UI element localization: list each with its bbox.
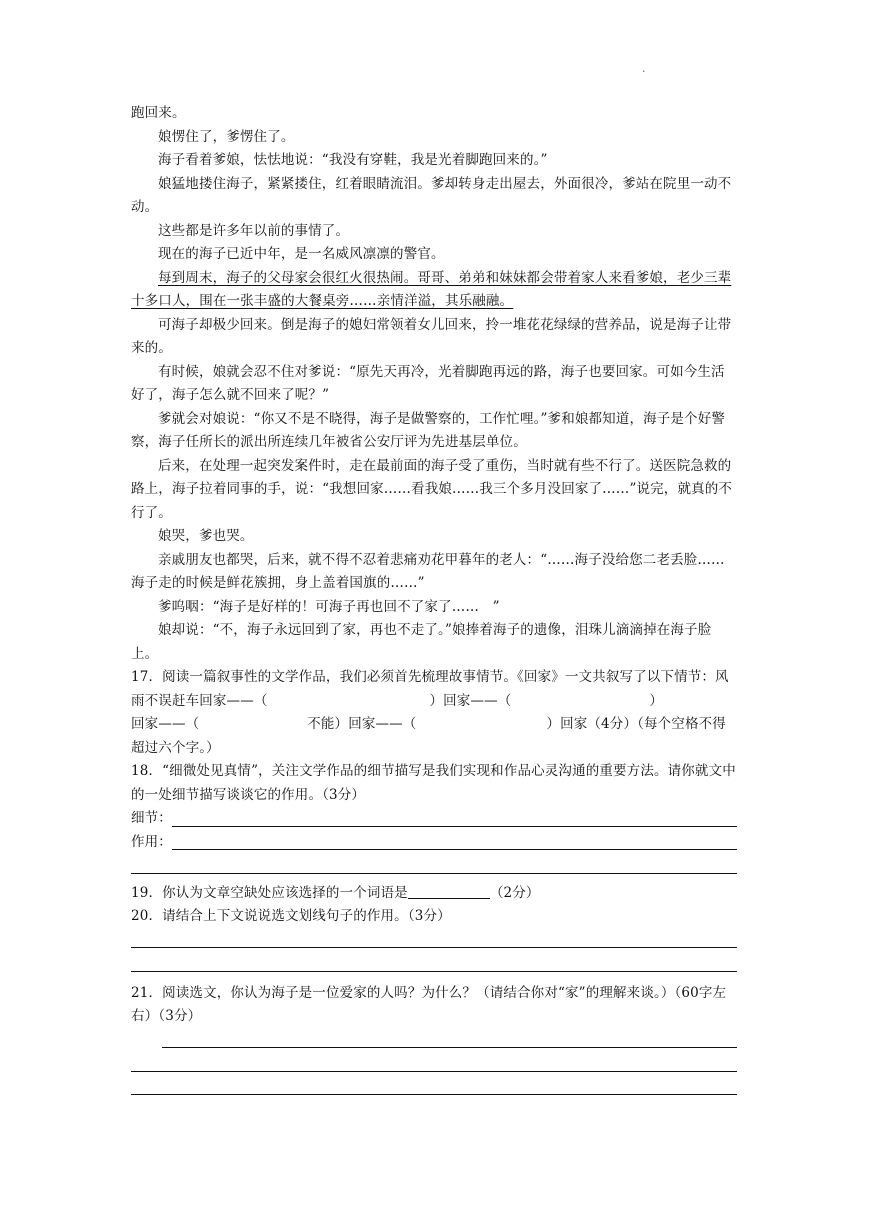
q17-text: 17．阅读一篇叙事性的文学作品，我们必须首先梳理故事情节。《回家》一文共叙写了以下情节：风雨不误赶车回家——（ <box>131 669 729 709</box>
detail-label: 细节： <box>131 810 172 826</box>
answer-line[interactable] <box>131 1052 737 1076</box>
story-paragraph: 爹就会对娘说：“你又不是不晓得，海子是做警察的，工作忙哩。”爹和娘都知道，海子是个好警察，海子任所长的派出所连续几年被省公安厅评为先进基层单位。 <box>131 410 726 450</box>
detail-answer-line[interactable] <box>172 810 737 827</box>
question-19 <box>131 882 737 906</box>
q17-text: ） <box>649 692 664 709</box>
answer-line[interactable] <box>162 1029 737 1053</box>
effect-answer-row <box>131 831 737 855</box>
story-paragraph: 爹呜咽：“海子是好样的！可海子再也回不了家了…… ” <box>158 598 500 615</box>
answer-line[interactable] <box>131 952 737 976</box>
underlined-sentence: 每到周末，海子的父母家会很红火很热闹。哥哥、弟弟和妹妹都会带着家人来看爹娘，老少三辈十多口人，围在一张丰盛的大餐桌旁……亲情洋溢，其乐融融。 <box>131 269 732 309</box>
q19-score: （2分） <box>489 884 540 901</box>
header-mark: . <box>642 62 646 75</box>
q17-text: 不能）回家——（ <box>307 716 417 732</box>
story-paragraph: 娘猛地搂住海子，紧紧搂住，红着眼睛流泪。爹却转身走出屋去，外面很冷，爹站在院里一动不动。 <box>131 175 732 215</box>
story-paragraph: 娘愣住了，爹愣住了。 <box>158 128 295 145</box>
story-paragraph: 海子看着爹娘，怯怯地说：“我没有穿鞋，我是光着脚跑回来的。” <box>158 152 548 168</box>
detail-answer-row <box>131 807 737 831</box>
story-paragraph: 娘哭，爹也哭。 <box>158 528 254 544</box>
answer-line[interactable] <box>131 1076 737 1100</box>
story-paragraph: 亲戚朋友也都哭，后来，就不得不忍着悲痛劝花甲暮年的老人：“……海子没给您二老丢脸……海子走的时候是鲜花簇拥，身上盖着国旗的……” <box>131 551 725 591</box>
story-paragraph: 这些都是许多年以前的事情了。 <box>158 222 350 239</box>
q17-text: ）回家——（ <box>429 692 512 709</box>
question-17 <box>131 666 737 760</box>
answer-line[interactable] <box>131 929 737 953</box>
question-21: 21．阅读选文，你认为海子是一位爱家的人吗？为什么？（请结合你对“家”的理解来谈。）（60字左右）（3分） <box>131 984 727 1024</box>
q17-text: ）回家（4分）（每个空格不得超过六个字。） <box>131 716 726 756</box>
q19-text: 19．你认为文章空缺处应该选择的一个词语是 <box>131 884 408 901</box>
story-paragraph: 有时候，娘就会忍不住对爹说：“原先天再冷，光着脚跑再远的路，海子也要回家。可如今生活好了，海子怎么就不回来了呢？” <box>131 363 725 403</box>
story-paragraph: 可海子却极少回来。倒是海子的媳妇常领着女儿回来，拎一堆花花绿绿的营养品，说是海子让带来的。 <box>131 316 732 356</box>
story-paragraph: 娘却说：“不，海子永远回到了家，再也不走了。”娘捧着海子的遗像，泪珠儿滴滴掉在海子脸上。 <box>131 622 712 662</box>
answer-line[interactable] <box>131 854 737 878</box>
story-paragraph: 跑回来。 <box>131 105 186 121</box>
q19-blank[interactable] <box>408 884 490 899</box>
document-body <box>131 102 737 1099</box>
story-paragraph: 现在的海子已近中年，是一名威风凛凛的警官。 <box>158 246 445 262</box>
question-18: 18．“细微处见真情”，关注文学作品的细节描写是我们实现和作品心灵沟通的重要方法。请你就文中的一处细节描写谈谈它的作用。（3分） <box>131 763 736 803</box>
effect-label: 作用： <box>131 833 172 850</box>
story-paragraph: 后来，在处理一起突发案件时，走在最前面的海子受了重伤，当时就有些不行了。送医院急救的路上，海子拉着同事的手，说：“我想回家……看我娘……我三个多月没回家了……”说完，就真的不行了。 <box>131 457 733 521</box>
question-20: 20．请结合上下文说说选文划线句子的作用。（3分） <box>131 908 451 924</box>
effect-answer-line[interactable] <box>172 833 737 850</box>
q17-text: 回家——（ <box>131 716 200 732</box>
